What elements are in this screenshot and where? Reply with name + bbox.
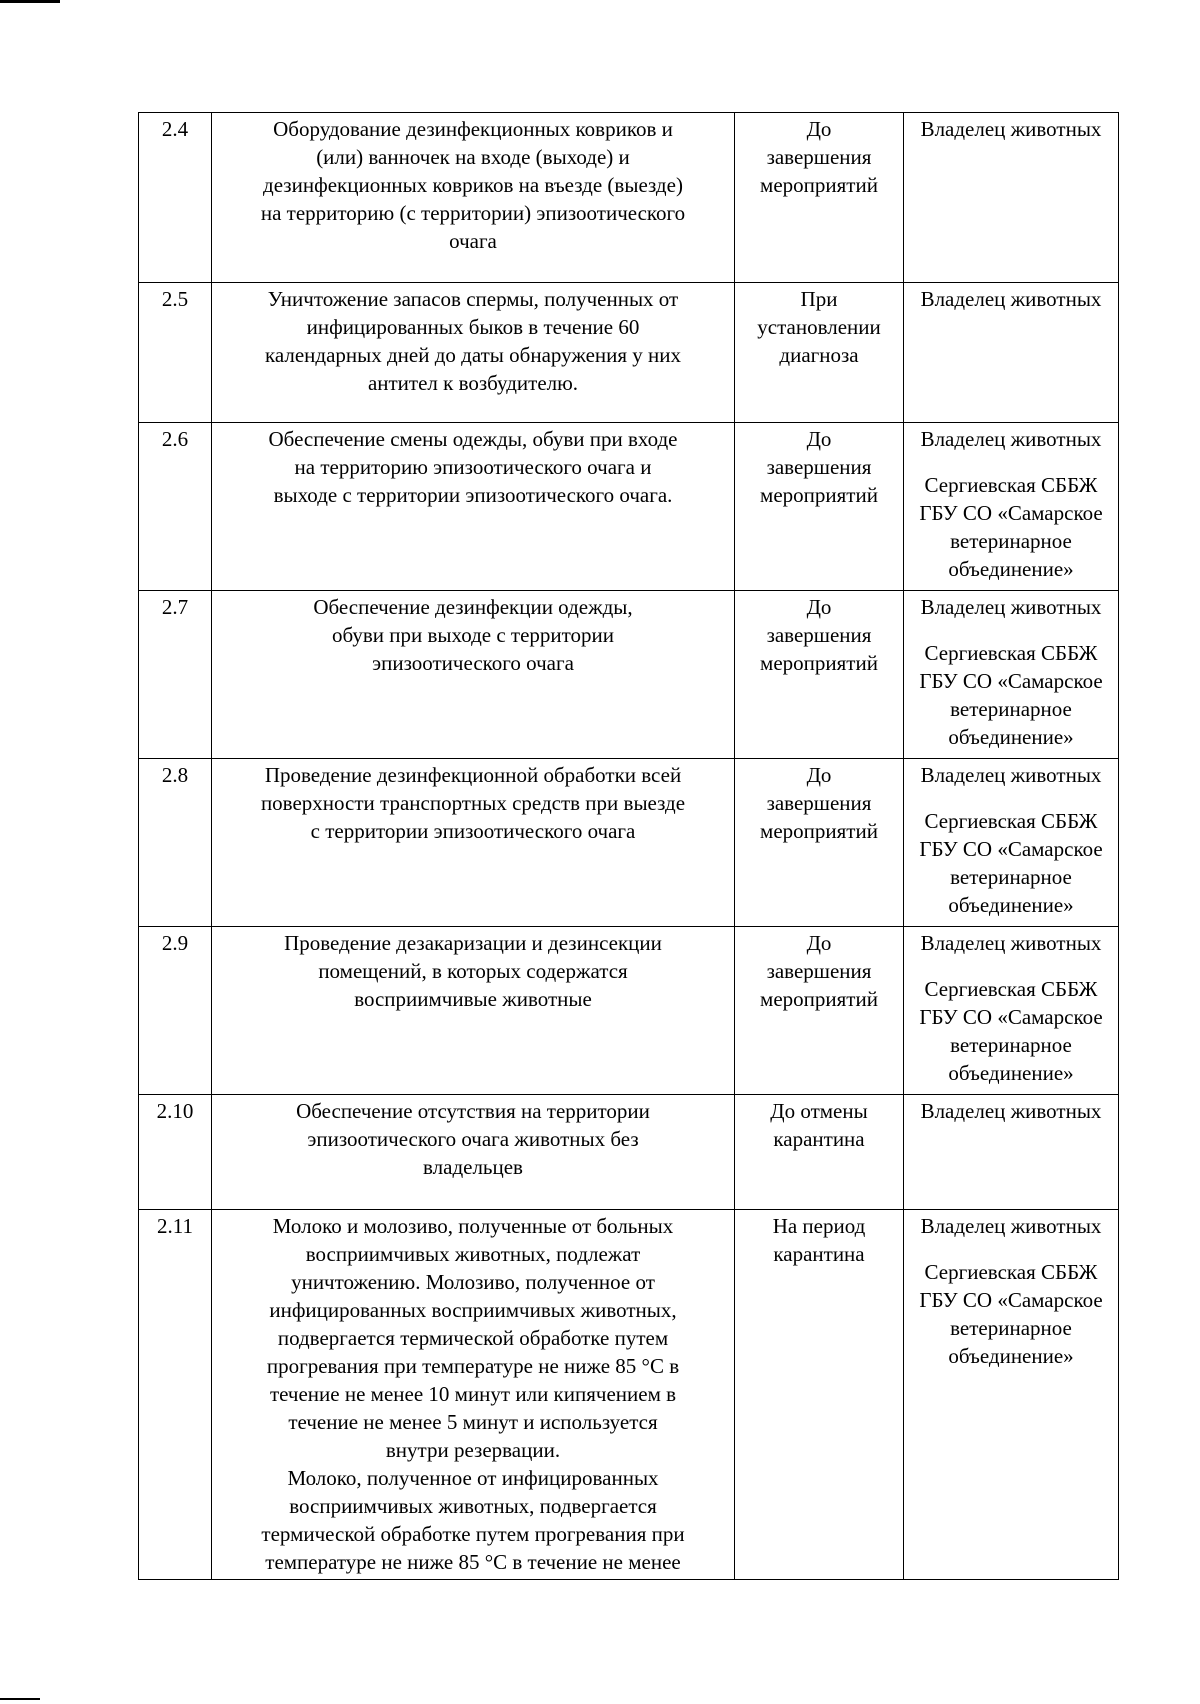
measure-description xyxy=(212,423,735,591)
description-line: уничтожению. Молозиво, полученное от xyxy=(291,1270,655,1294)
description-line: внутри резервации. xyxy=(385,1438,561,1462)
measure-description xyxy=(212,113,735,283)
description-line: очага xyxy=(449,229,497,253)
responsible-org-line: Сергиевская СББЖ xyxy=(924,809,1098,833)
description-line: восприимчивых животных, подлежат xyxy=(305,1242,641,1266)
description-line: эпизоотического очага животных без xyxy=(307,1127,639,1151)
responsible-org-line: Сергиевская СББЖ xyxy=(924,1260,1098,1284)
term-line: завершения xyxy=(766,959,872,983)
row-number: 2.4 xyxy=(139,113,212,283)
term-line: мероприятий xyxy=(760,987,878,1011)
table-row xyxy=(139,283,1119,423)
table-row xyxy=(139,423,1119,591)
description-line: Обеспечение смены одежды, обуви при входе xyxy=(268,427,678,451)
term-line: До отмены xyxy=(770,1099,868,1123)
responsible-org-line: ГБУ СО «Самарское xyxy=(919,1288,1103,1312)
description-line: Проведение дезакаризации и дезинсекции xyxy=(284,931,662,955)
description-line: восприимчивых животных, подвергается xyxy=(289,1494,657,1518)
responsible-party xyxy=(904,1210,1119,1580)
responsible-spacer xyxy=(908,789,1114,807)
responsible-party xyxy=(904,283,1119,423)
term-line: мероприятий xyxy=(760,173,878,197)
responsible-party xyxy=(904,927,1119,1095)
responsible-org-line: ГБУ СО «Самарское xyxy=(919,669,1103,693)
responsible-owner: Владелец животных xyxy=(920,117,1102,141)
term-line: На период xyxy=(772,1214,866,1238)
responsible-party xyxy=(904,1095,1119,1210)
term-line: завершения xyxy=(766,145,872,169)
table-row xyxy=(139,113,1119,283)
responsible-org-line: объединение» xyxy=(948,893,1074,917)
measure-term xyxy=(735,927,904,1095)
responsible-owner: Владелец животных xyxy=(920,1214,1102,1238)
row-number: 2.8 xyxy=(139,759,212,927)
description-line: температуре не ниже 85 °С в течение не менее xyxy=(265,1550,681,1574)
row-number: 2.6 xyxy=(139,423,212,591)
responsible-org-line: ветеринарное xyxy=(950,1033,1072,1057)
description-line: дезинфекционных ковриков на въезде (выезде) xyxy=(263,173,683,197)
row-number: 2.11 xyxy=(139,1210,212,1580)
responsible-party xyxy=(904,423,1119,591)
description-line: на территорию эпизоотического очага и xyxy=(294,455,652,479)
description-line: Оборудование дезинфекционных ковриков и xyxy=(273,117,673,141)
description-line: термической обработке путем прогревания при xyxy=(261,1522,685,1546)
table-row xyxy=(139,759,1119,927)
responsible-spacer xyxy=(908,1240,1114,1258)
responsible-spacer xyxy=(908,453,1114,471)
description-line: эпизоотического очага xyxy=(372,651,574,675)
table-row xyxy=(139,591,1119,759)
measure-description xyxy=(212,1095,735,1210)
measure-term xyxy=(735,283,904,423)
description-line: течение не менее 10 минут или кипячением в xyxy=(269,1382,677,1406)
term-line: До xyxy=(806,595,832,619)
responsible-org-line: ГБУ СО «Самарское xyxy=(919,501,1103,525)
term-line: мероприятий xyxy=(760,483,878,507)
responsible-org-line: объединение» xyxy=(948,1344,1074,1368)
term-line: мероприятий xyxy=(760,819,878,843)
measure-description xyxy=(212,1210,735,1580)
description-line: поверхности транспортных средств при выезде xyxy=(260,791,686,815)
responsible-owner: Владелец животных xyxy=(920,287,1102,311)
measure-description xyxy=(212,759,735,927)
description-line: Молоко, полученное от инфицированных xyxy=(287,1466,659,1490)
description-line: владельцев xyxy=(423,1155,523,1179)
responsible-org-line: ветеринарное xyxy=(950,697,1072,721)
measure-term xyxy=(735,1095,904,1210)
term-line: завершения xyxy=(766,623,872,647)
term-line: До xyxy=(806,931,832,955)
responsible-org-line: объединение» xyxy=(948,557,1074,581)
responsible-owner: Владелец животных xyxy=(920,595,1102,619)
description-line: выходе с территории эпизоотического очага. xyxy=(273,483,673,507)
term-line: При xyxy=(800,287,838,311)
description-line: Обеспечение дезинфекции одежды, xyxy=(313,595,633,619)
table-row xyxy=(139,927,1119,1095)
measure-description xyxy=(212,591,735,759)
responsible-org-line: ветеринарное xyxy=(950,1316,1072,1340)
responsible-org-line: ветеринарное xyxy=(950,529,1072,553)
row-number: 2.5 xyxy=(139,283,212,423)
term-line: мероприятий xyxy=(760,651,878,675)
term-line: До xyxy=(806,117,832,141)
description-line: прогревания при температуре не ниже 85 °С в xyxy=(266,1354,680,1378)
measure-term xyxy=(735,113,904,283)
term-line: карантина xyxy=(773,1242,865,1266)
responsible-org-line: объединение» xyxy=(948,725,1074,749)
description-line: календарных дней до даты обнаружения у них xyxy=(264,343,682,367)
table-row xyxy=(139,1210,1119,1580)
term-line: карантина xyxy=(773,1127,865,1151)
description-line: восприимчивые животные xyxy=(354,987,592,1011)
scan-edge-mark xyxy=(0,1698,40,1700)
row-number: 2.9 xyxy=(139,927,212,1095)
measure-description xyxy=(212,927,735,1095)
measures-table-body xyxy=(139,113,1119,1580)
description-line: антител к возбудителю. xyxy=(367,371,579,395)
description-line: течение не менее 5 минут и используется xyxy=(288,1410,658,1434)
term-line: До xyxy=(806,427,832,451)
description-line: (или) ванночек на входе (выходе) и xyxy=(316,145,630,169)
description-line: инфицированных быков в течение 60 xyxy=(306,315,640,339)
responsible-owner: Владелец животных xyxy=(920,931,1102,955)
description-line: на территорию (с территории) эпизоотического xyxy=(260,201,686,225)
description-line: Проведение дезинфекционной обработки всей xyxy=(264,763,682,787)
description-line: с территории эпизоотического очага xyxy=(310,819,636,843)
description-line: Уничтожение запасов спермы, полученных от xyxy=(267,287,679,311)
responsible-owner: Владелец животных xyxy=(920,1099,1102,1123)
scan-edge-mark xyxy=(0,0,60,3)
responsible-org-line: ветеринарное xyxy=(950,865,1072,889)
measure-term xyxy=(735,759,904,927)
row-number: 2.10 xyxy=(139,1095,212,1210)
responsible-spacer xyxy=(908,621,1114,639)
responsible-owner: Владелец животных xyxy=(920,427,1102,451)
description-line: Молоко и молозиво, полученные от больных xyxy=(272,1214,674,1238)
responsible-party xyxy=(904,759,1119,927)
responsible-spacer xyxy=(908,957,1114,975)
measures-table xyxy=(138,112,1119,1580)
responsible-owner: Владелец животных xyxy=(920,763,1102,787)
term-line: завершения xyxy=(766,791,872,815)
description-line: инфицированных восприимчивых животных, xyxy=(269,1298,677,1322)
term-line: диагноза xyxy=(779,343,859,367)
description-line: Обеспечение отсутствия на территории xyxy=(296,1099,650,1123)
responsible-org-line: ГБУ СО «Самарское xyxy=(919,1005,1103,1029)
table-row xyxy=(139,1095,1119,1210)
term-line: завершения xyxy=(766,455,872,479)
responsible-party xyxy=(904,591,1119,759)
responsible-party xyxy=(904,113,1119,283)
measure-term xyxy=(735,591,904,759)
responsible-org-line: ГБУ СО «Самарское xyxy=(919,837,1103,861)
responsible-org-line: Сергиевская СББЖ xyxy=(924,473,1098,497)
term-line: До xyxy=(806,763,832,787)
responsible-org-line: Сергиевская СББЖ xyxy=(924,977,1098,1001)
term-line: установлении xyxy=(757,315,881,339)
measure-term xyxy=(735,1210,904,1580)
measure-term xyxy=(735,423,904,591)
description-line: помещений, в которых содержатся xyxy=(318,959,628,983)
responsible-org-line: объединение» xyxy=(948,1061,1074,1085)
responsible-org-line: Сергиевская СББЖ xyxy=(924,641,1098,665)
row-number: 2.7 xyxy=(139,591,212,759)
measure-description xyxy=(212,283,735,423)
description-line: обуви при выходе с территории xyxy=(331,623,615,647)
description-line: подвергается термической обработке путем xyxy=(277,1326,669,1350)
